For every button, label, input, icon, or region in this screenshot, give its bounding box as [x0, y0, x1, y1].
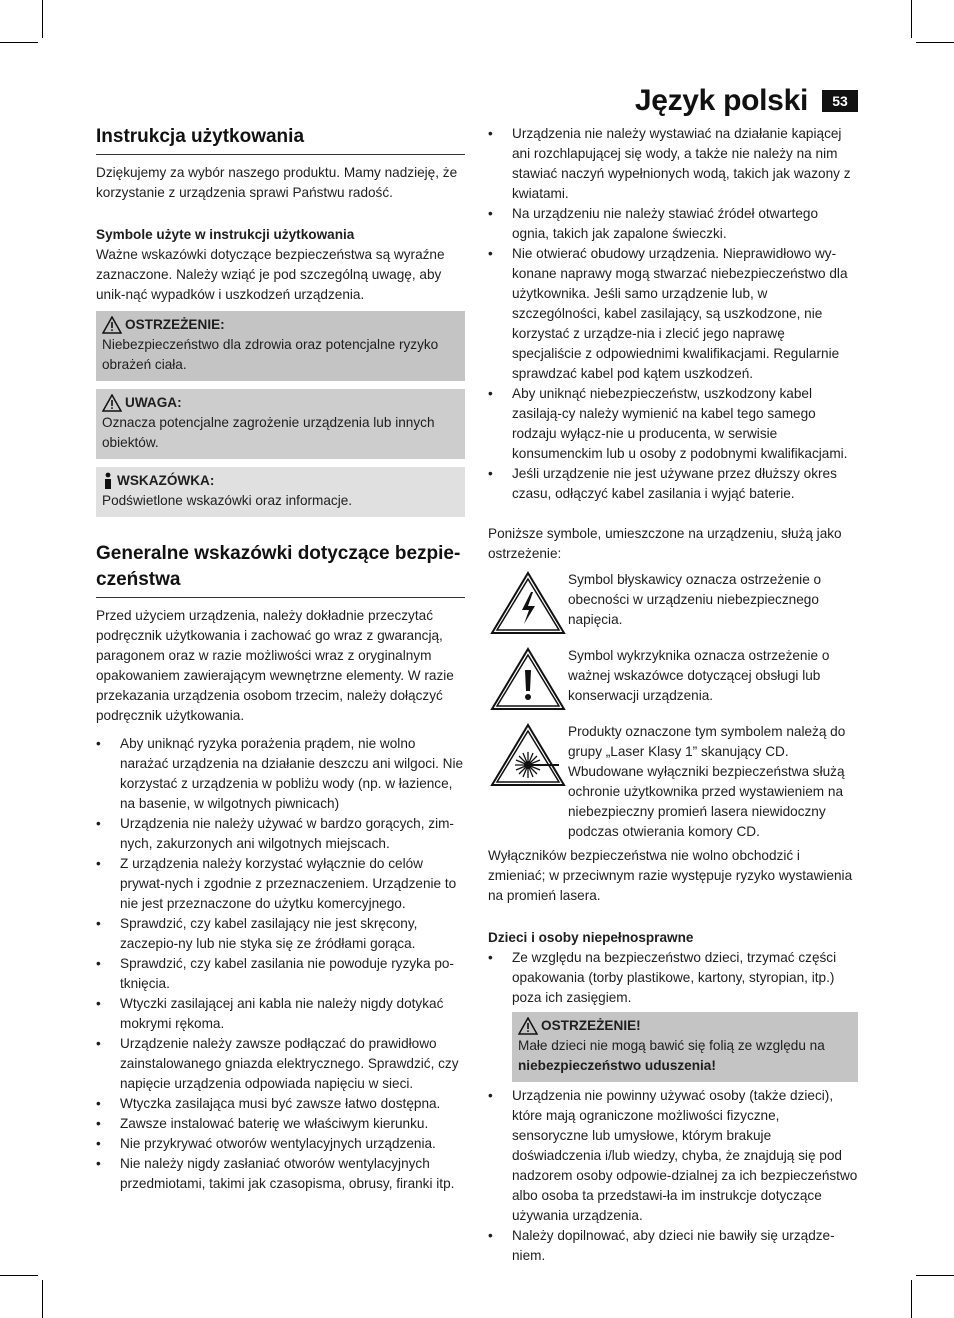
list-item: • Aby uniknąć ryzyka porażenia prądem, nie wolno narażać urządzenia na działanie deszczu ani wilgoci. Nie korzystać z urządzenia w pobliżu wody (np. w łazience, na basenie, w wilgotnych piwnicach) — [96, 734, 465, 814]
box-title: UWAGA: — [125, 395, 182, 410]
crop-mark — [911, 0, 912, 38]
list-item: • Wtyczki zasilającej ani kabla nie należy nigdy dotykać mokrymi rękoma. — [96, 994, 465, 1034]
list-item: • Urządzenia nie należy używać w bardzo gorących, zim-nych, zakurzonych ani wilgotnych miejscach. — [96, 814, 465, 854]
list-item: • Urządzenia nie należy wystawiać na działanie kapiącej ani rozchlapującej się wody, a także nie należy na nim stawiać naczyń wypełnionych wodą, takich jak wazony z kwiatami. — [488, 124, 858, 204]
crop-mark — [42, 1280, 43, 1318]
list-item: • Sprawdzić, czy kabel zasilania nie powoduje ryzyka po-tknięcia. — [96, 954, 465, 994]
intro-text: Dziękujemy za wybór naszego produktu. Mamy nadzieję, że korzystanie z urządzenia sprawi Państwu radość. — [96, 165, 458, 200]
list-item: • Na urządzeniu nie należy stawiać źródeł otwartego ognia, takich jak zapalone świeczki. — [488, 204, 858, 244]
page-number: 53 — [822, 90, 858, 112]
crop-mark — [911, 1280, 912, 1318]
list-item: • Nie należy nigdy zasłaniać otworów wentylacyjnych przedmiotami, takimi jak czasopisma, obrusy, firanki itp. — [96, 1154, 465, 1194]
warning-box — [96, 311, 465, 381]
list-item: • Urządzenia nie powinny używać osoby (także dzieci), które mają ograniczone możliwości fizyczne, sensoryczne lub umysłowe, którym brakuje doświadczenia i/lub wiedzy, chyba, że znajdują się pod nadzorem osoby odpowie-dzialnej za ich bezpieczeństwo albo osoba ta przedstawi-ła im instrukcje dotyczące używania urządzenia. — [488, 1086, 858, 1226]
left-column — [96, 0, 465, 1194]
laser-warning-icon — [489, 722, 567, 788]
crop-mark — [0, 1275, 38, 1276]
symbols-heading: Symbole użyte w instrukcji użytkowania — [96, 227, 355, 242]
children-list-continued — [488, 1086, 858, 1266]
tip-box — [96, 467, 465, 517]
symbol-text: Symbol błyskawicy oznacza ostrzeżenie o obecności w urządzeniu niebezpiecznego napięcia. — [568, 572, 822, 627]
symbol-row — [488, 646, 858, 712]
box-title: OSTRZEŻENIE! — [541, 1018, 641, 1033]
list-item: • Wtyczka zasilająca musi być zawsze łatwo dostępna. — [96, 1094, 465, 1114]
warning-triangle-icon — [102, 316, 122, 334]
safety-switch-text: Wyłączników bezpieczeństwa nie wolno obchodzić i zmieniać; w przeciwnym razie występuje ryzyko wystawienia na promień lasera. — [488, 848, 853, 903]
safety-intro: Przed użyciem urządzenia, należy dokładnie przeczytać podręcznik użytkowania i zachować go wraz z gwarancją, paragonem oraz w razie możliwości wraz z oryginalnym opakowaniem zawierającym wewnętrzne elementy. W razie przekazania urządzenia osobom trzecim, należy dołączyć podręcznik użytkowania. — [96, 608, 454, 723]
list-item: • Ze względu na bezpieczeństwo dzieci, trzymać części opakowania (torby plastikowe, kartony, styropian, itp.) poza ich zasięgiem. — [488, 948, 858, 1008]
list-item: • Aby uniknąć niebezpieczeństw, uszkodzony kabel zasilają-cy należy wymienić na kabel tego samego rodzaju wyłącz-nie u producenta, w serwisie konsumenckim lub u osoby z podobnymi kwalifikacjami. — [488, 384, 858, 464]
symbols-text: Ważne wskazówki dotyczące bezpieczeństwa są wyraźne zaznaczone. Należy wziąć je pod szczególną uwagę, aby unik-nąć wypadków i uszkodzeń urządzenia. — [96, 247, 445, 302]
box-text-bold: niebezpieczeństwo uduszenia! — [518, 1058, 716, 1073]
box-text: Podświetlone wskazówki oraz informacje. — [102, 493, 353, 508]
children-list — [488, 948, 858, 1008]
safety-list — [96, 734, 465, 1194]
box-text: Oznacza potencjalne zagrożenie urządzenia lub innych obiektów. — [102, 415, 435, 450]
intro-heading: Instrukcja użytkowania — [96, 124, 465, 155]
caution-box — [96, 389, 465, 459]
children-heading: Dzieci i osoby niepełnosprawne — [488, 930, 694, 945]
safety-heading: Generalne wskazówki dotyczące bezpie-czeństwa — [96, 541, 465, 598]
list-item: • Z urządzenia należy korzystać wyłącznie do celów prywat-nych i zgodnie z przeznaczeniem. Urządzenie to nie jest przeznaczone do użytku komercyjnego. — [96, 854, 465, 914]
crop-mark — [916, 1275, 954, 1276]
box-title: OSTRZEŻENIE: — [125, 317, 225, 332]
warning-triangle-icon — [102, 394, 122, 412]
list-item: • Urządzenie należy zawsze podłączać do prawidłowo zainstalowanego gniazda elektrycznego. Sprawdzić, czy napięcie urządzenia odpowiada napięciu w sieci. — [96, 1034, 465, 1094]
crop-mark — [42, 0, 43, 38]
crop-mark — [916, 42, 954, 43]
list-item: • Nie przykrywać otworów wentylacyjnych urządzenia. — [96, 1134, 465, 1154]
list-item: • Sprawdzić, czy kabel zasilający nie jest skręcony, zaczepio-ny lub nie styka się ze źródłami gorąca. — [96, 914, 465, 954]
safety-list-continued — [488, 124, 858, 504]
lightning-warning-icon — [489, 570, 567, 636]
symbol-text: Produkty oznaczone tym symbolem należą do grupy „Laser Klasy 1” skanujący CD. Wbudowane wyłączniki bezpieczeństwa służą ochronie użytkownika przed wystawieniem na niebezpieczny promień lasera niewidoczny podczas otwierania komory CD. — [568, 724, 846, 839]
right-column — [488, 0, 858, 1266]
language-title: Język polski — [634, 84, 808, 117]
crop-mark — [0, 42, 38, 43]
list-item: • Nie otwierać obudowy urządzenia. Nieprawidłowo wy-konane naprawy mogą stwarzać niebezpieczeństwo dla użytkownika. Jeśli samo urządzenie lub, w szczególności, kabel zasilający, są uszkodzone, nie korzystać z urządze-nia i zlecić jego naprawę specjaliście z odpowiednimi kwalifikacjami. Regularnie sprawdzać kabel pod kątem uszkodzeń. — [488, 244, 858, 384]
symbol-text: Symbol wykrzyknika oznacza ostrzeżenie o ważnej wskazówce dotyczącej obsługi lub konserwacji urządzenia. — [568, 648, 830, 703]
list-item: • Należy dopilnować, aby dzieci nie bawiły się urządze-niem. — [488, 1226, 858, 1266]
device-symbols-intro: Poniższe symbole, umieszczone na urządzeniu, służą jako ostrzeżenie: — [488, 526, 842, 561]
symbol-row — [488, 570, 858, 636]
warning-triangle-icon — [518, 1017, 538, 1035]
box-text: Niebezpieczeństwo dla zdrowia oraz potencjalne ryzyko obrażeń ciała. — [102, 337, 439, 372]
info-icon — [102, 472, 114, 490]
box-title: WSKAZÓWKA: — [117, 473, 215, 488]
symbol-row — [488, 722, 858, 842]
list-item: • Zawsze instalować baterię we właściwym kierunku. — [96, 1114, 465, 1134]
suffocation-warning-box — [512, 1012, 858, 1082]
list-item: • Jeśli urządzenie nie jest używane przez dłuższy okres czasu, odłączyć kabel zasilania i wyjąć baterie. — [488, 464, 858, 504]
box-text: Małe dzieci nie mogą bawić się folią ze względu na — [518, 1038, 825, 1053]
exclamation-warning-icon — [489, 646, 567, 712]
